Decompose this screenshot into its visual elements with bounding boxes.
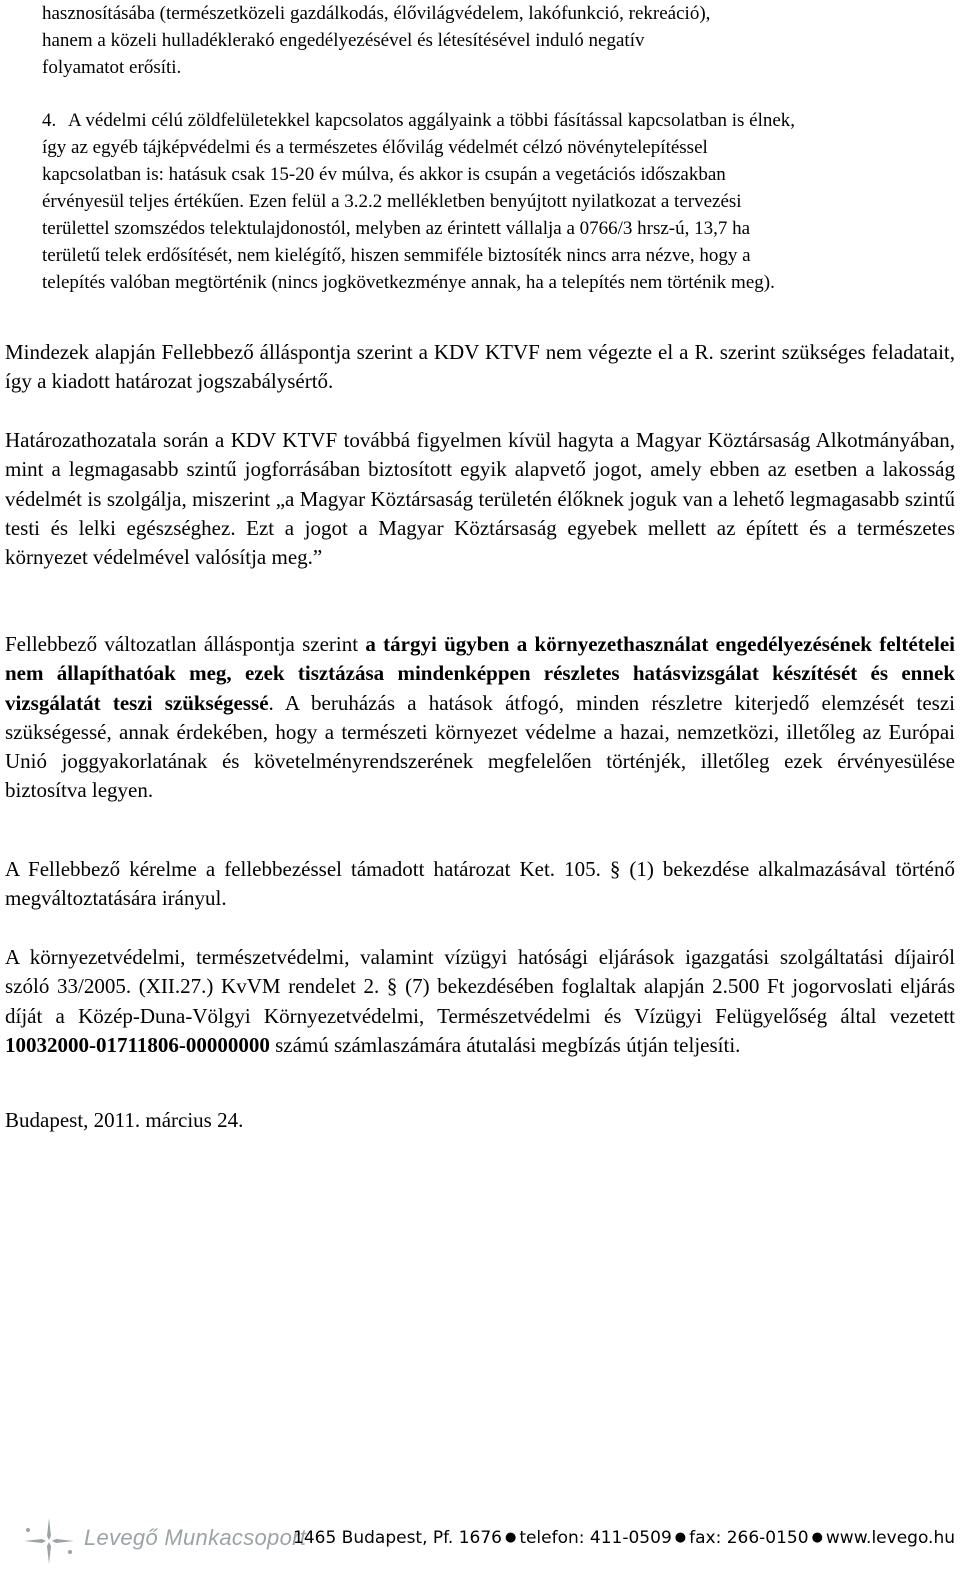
- paragraph-text: számú számlaszámára átutalási megbízás útján teljesíti.: [269, 1032, 741, 1057]
- list-item-line: így az egyéb tájképvédelmi és a természetes élővilág védelmét célzó növénytelepítéssel: [42, 137, 708, 158]
- bullet-separator: ●: [674, 1530, 687, 1545]
- intro-line: hanem a közeli hulladéklerakó engedélyezésével és létesítésével induló negatív: [42, 30, 645, 51]
- list-item-line: területtel szomszédos telektulajdonostól, melyben az érintett vállalja a 0766/3 hrsz-ú, 13,7 ha: [42, 218, 751, 239]
- organization-name: Levegő Munkacsoport: [84, 1525, 307, 1550]
- bullet-separator: ●: [504, 1530, 517, 1545]
- intro-line: hasznosításába (természetközeli gazdálkodás, élővilágvédelem, lakófunkció, rekreáció),: [42, 3, 711, 24]
- list-item-line: területű telek erdősítését, nem kielégítő, hiszen semmiféle biztosíték nincs arra nézve, hogy a: [42, 245, 751, 266]
- footer-contact-line: [293, 1528, 955, 1548]
- list-item-line: telepítés valóban megtörténik (nincs jogkövetkezménye annak, ha a telepítés nem történik meg).: [42, 272, 775, 293]
- date-line: Budapest, 2011. március 24.: [5, 1108, 244, 1132]
- paragraph-fellebbezo: [5, 630, 955, 806]
- paragraph-mindezek: Mindezek alapján Fellebbező álláspontja szerint a KDV KTVF nem végezte el a R. szerint szükséges feladatait, így a kiadott határozat jogszabálysértő.: [5, 340, 955, 394]
- list-item-line: kapcsolatban is: hatásuk csak 15-20 év múlva, és akkor is csupán a vegetációs időszakban: [42, 164, 726, 185]
- intro-paragraph: [42, 0, 942, 81]
- paragraph-hatarozathozatala: Határozathozatala során a KDV KTVF továbbá figyelmen kívül hagyta a Magyar Köztársaság Alkotmányában, mint a legmagasabb szintű jogforrásában biztosított egyik alapvető jogot, amely ebben az esetben a lakosság védelmét is szolgálja, miszerint „a Magyar Köztársaság területén élőknek joguk van a lehető legmagasabb szintű testi és lelki egészséghez. Ezt a jogot a Magyar Köztársaság egyebek mellett az épített és a természetes környezet védelmével valósítja meg.”: [5, 428, 955, 570]
- paragraph-text: A környezetvédelmi, természetvédelmi, valamint vízügyi hatósági eljárások igazgatási szolgáltatási díjairól szóló 33/2005. (XII.27.) KvVM rendelet 2. § (7) bekezdésében foglaltak alapján 2.500 Ft jogorvoslati eljárás díját a Közép-Duna-Völgyi Környezetvédelmi, Természetvédelmi és Vízügyi Felügyelőség által vezetett: [5, 945, 955, 1028]
- paragraph-text: Fellebbező változatlan álláspontja szerint: [5, 632, 366, 656]
- list-item-4: [42, 107, 942, 296]
- footer-address: 1465 Budapest, Pf. 1676: [293, 1528, 502, 1548]
- paragraph-dij: [5, 943, 955, 1060]
- intro-line: folyamatot erősíti.: [42, 57, 182, 78]
- sparkle-logo-icon: [20, 1516, 78, 1566]
- list-item-line: A védelmi célú zöldfelületekkel kapcsolatos aggályaink a többi fásítással kapcsolatban is élnek,: [68, 110, 796, 131]
- list-item-text: [42, 107, 942, 296]
- bank-account-number: 10032000-01711806-00000000: [5, 1032, 270, 1057]
- footer-fax: fax: 266-0150: [689, 1528, 809, 1548]
- list-number: 4.: [42, 110, 57, 131]
- paragraph-bold-text: a tárgyi ügyben a környezethasználat engedélyezésének feltételei nem állapíthatóak meg, ezek tisztázása mindenképpen részletes hatásvizsgálat készítését és ennek vizsgálatát teszi szükségessé: [5, 632, 955, 715]
- footer-website-link[interactable]: www.levego.hu: [825, 1528, 956, 1548]
- paragraph-text: . A beruházás a hatások átfogó, minden részletre kiterjedő elemzését teszi szükségessé, annak érdekében, hogy a természeti környezet védelme a hazai, nemzetközi, illetőleg az Európai Unió joggyakorlatának és követelményrendszerének megfelelően történjék, illetőleg ezek érvényesülése biztosítva legyen.: [5, 690, 955, 803]
- bullet-separator: ●: [811, 1530, 823, 1545]
- list-item-line: érvényesül teljes értékűen. Ezen felül a 3.2.2 mellékletben benyújtott nyilatkozat a tervezési: [42, 191, 742, 212]
- footer-phone: telefon: 411-0509: [519, 1528, 672, 1548]
- paragraph-kerelem: A Fellebbező kérelme a fellebbezéssel támadott határozat Ket. 105. § (1) bekezdése alkalmazásával történő megváltoztatására irányul.: [5, 857, 955, 911]
- page-footer: [0, 1508, 960, 1569]
